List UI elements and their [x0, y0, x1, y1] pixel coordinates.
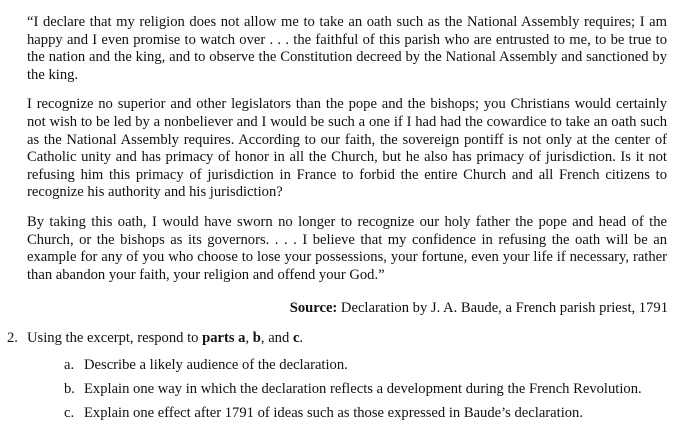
- question-part-c-item: [64, 401, 642, 425]
- question-sep-1: ,: [245, 330, 253, 346]
- part-letter: a.: [64, 357, 75, 373]
- question-suffix: .: [299, 330, 304, 346]
- question-prompt: [7, 329, 303, 347]
- excerpt-paragraph-1: “I declare that my religion does not allow me to take an oath such as the National Assembly requires; I am happy and I even promise to watch over . . . the faithful of this parish who are entrusted to me, to be true to the nation and the king, and to observe the Constitution decreed by the National Assembly and sanctioned by the king.: [27, 14, 667, 83]
- question-part-b-item: [64, 377, 642, 401]
- question-part-a-item: [64, 353, 642, 377]
- part-letter: b.: [64, 381, 75, 397]
- part-text: Explain one effect after 1791 of ideas such as those expressed in Baude’s declaration.: [84, 405, 583, 421]
- source-label: Source:: [289, 300, 338, 316]
- question-parts-list: [64, 353, 642, 425]
- question-number: 2.: [7, 330, 18, 346]
- question-sep-2: , and: [260, 330, 293, 346]
- excerpt-paragraph-2: I recognize no superior and other legislators than the pope and the bishops; you Christians would certainly not wish to be led by a nonbeliever and I would be such a one if I had had the cowardice to take an oath such as the National Assembly requires. According to our faith, the sovereign pontiff is not only at the center of Catholic unity and has primacy of honor in all the Church, but he also has primacy of jurisdiction. Is it not refusing him this primacy of jurisdiction in France to forbid the entire Church and all French citizens to recognize his authority and his jurisdiction?: [27, 96, 667, 201]
- question-parts-a: parts a: [202, 330, 246, 346]
- source-text: Declaration by J. A. Baude, a French parish priest, 1791: [337, 300, 668, 316]
- part-text: Explain one way in which the declaration reflects a development during the French Revolution.: [84, 381, 642, 397]
- part-letter: c.: [64, 405, 75, 421]
- source-citation: [290, 299, 668, 317]
- question-prefix: Using the excerpt, respond to: [27, 330, 203, 346]
- question-part-b: b: [252, 330, 261, 346]
- excerpt: [27, 14, 667, 296]
- excerpt-paragraph-3: By taking this oath, I would have sworn no longer to recognize our holy father the pope and head of the Church, or the bishops as its governors. . . . I believe that my confidence in refusing the oath will be an example for any of you who choose to lose your possessions, your fortune, even your life if necessary, rather than abandon your faith, your religion and offend your God.”: [27, 213, 667, 283]
- part-text: Describe a likely audience of the declaration.: [84, 357, 348, 373]
- question-part-c: c: [292, 330, 300, 346]
